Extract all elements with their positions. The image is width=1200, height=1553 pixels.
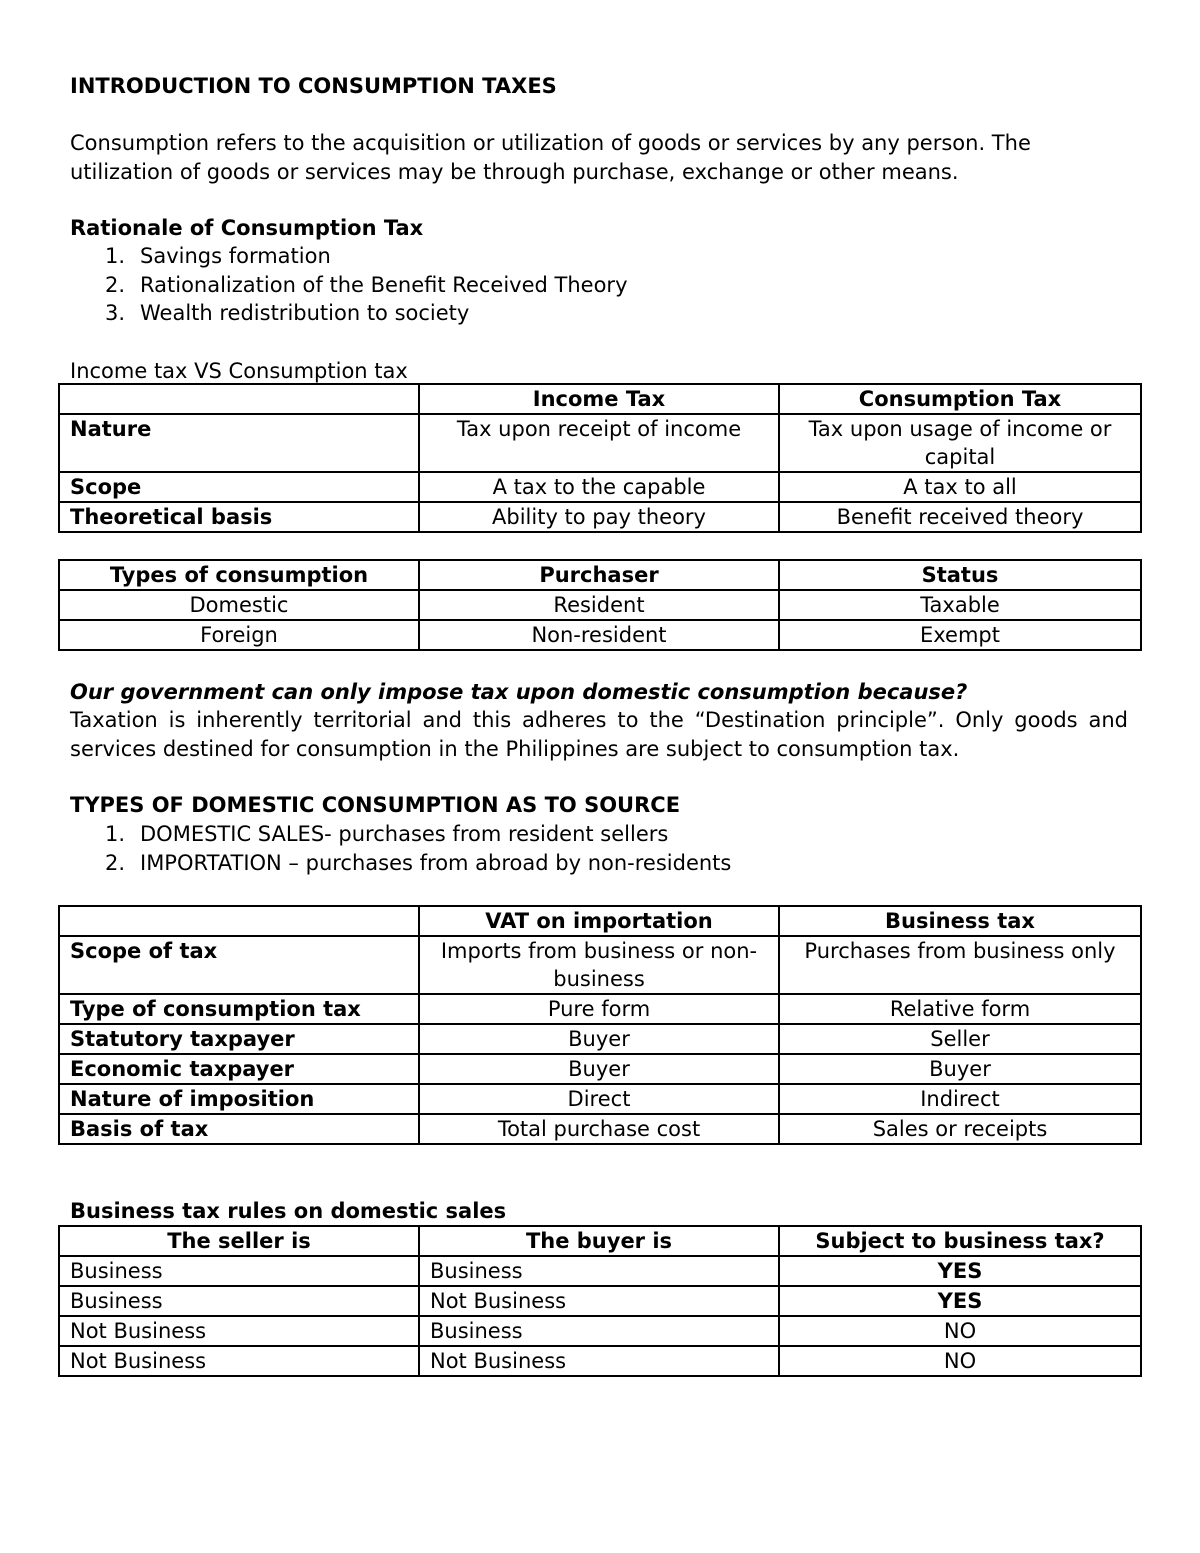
row-label: Economic taxpayer — [59, 1054, 419, 1084]
list-text: IMPORTATION – purchases from abroad by non-residents — [140, 850, 732, 875]
question-answer: Taxation is inherently territorial and this adheres to the “Destination principle”. Only goods and services destined for consumption in the Philippines are subject to consumption tax. — [70, 708, 1128, 761]
table-cell: A tax to the capable — [419, 472, 779, 502]
row-label: Basis of tax — [59, 1114, 419, 1144]
table-header-cell — [59, 384, 419, 414]
list-number: 2. — [105, 272, 126, 297]
rules-heading: Business tax rules on domestic sales — [70, 1199, 507, 1223]
domestic-types-heading: TYPES OF DOMESTIC CONSUMPTION AS TO SOURCE — [70, 793, 681, 817]
table-cell: Benefit received theory — [779, 502, 1141, 532]
vat-table — [58, 905, 1142, 1145]
row-label: Scope of tax — [59, 936, 419, 994]
row-label: Nature — [59, 414, 419, 472]
list-item — [105, 849, 732, 878]
types-table — [58, 559, 1142, 651]
table-row — [59, 1114, 1141, 1144]
table-row — [59, 1084, 1141, 1114]
list-number: 1. — [105, 244, 126, 268]
table-header-cell: Purchaser — [419, 560, 779, 590]
table-cell: Business — [419, 1256, 779, 1286]
table-header-cell — [59, 906, 419, 936]
table-header-cell: Types of consumption — [59, 560, 419, 590]
domestic-types-list — [70, 820, 731, 877]
table-cell: Domestic — [59, 590, 419, 620]
table-header-cell: Consumption Tax — [779, 384, 1141, 414]
table-cell: Total purchase cost — [419, 1114, 779, 1144]
rationale-list — [70, 242, 628, 328]
table-row — [59, 994, 1141, 1024]
table-row — [59, 1024, 1141, 1054]
comparison-table — [58, 383, 1142, 533]
table-cell: Sales or receipts — [779, 1114, 1141, 1144]
list-item — [105, 271, 628, 300]
rules-table — [58, 1225, 1142, 1377]
rationale-heading: Rationale of Consumption Tax — [70, 216, 424, 240]
table-cell: Pure form — [419, 994, 779, 1024]
table-cell: Business — [59, 1256, 419, 1286]
table-row — [59, 472, 1141, 502]
list-item — [105, 242, 628, 271]
table-cell: Business — [59, 1286, 419, 1316]
table-row — [59, 1054, 1141, 1084]
table-cell: Exempt — [779, 620, 1141, 650]
table-cell: Tax upon usage of income or capital — [779, 414, 1141, 472]
document-title: INTRODUCTION TO CONSUMPTION TAXES — [70, 74, 557, 98]
list-text: Savings formation — [140, 244, 331, 268]
table-cell: Not Business — [59, 1316, 419, 1346]
table-cell: Seller — [779, 1024, 1141, 1054]
table-cell: Not Business — [419, 1346, 779, 1376]
table-cell: Not Business — [419, 1286, 779, 1316]
table-cell: Purchases from business only — [779, 936, 1141, 994]
table-cell: Taxable — [779, 590, 1141, 620]
table-row — [59, 620, 1141, 650]
table-row — [59, 590, 1141, 620]
table-row — [59, 502, 1141, 532]
row-label: Type of consumption tax — [59, 994, 419, 1024]
row-label: Nature of imposition — [59, 1084, 419, 1114]
table-cell: Imports from business or non-business — [419, 936, 779, 994]
table-header-row — [59, 560, 1141, 590]
table-header-cell: Business tax — [779, 906, 1141, 936]
table-cell: Buyer — [419, 1054, 779, 1084]
table-cell: NO — [779, 1316, 1141, 1346]
table-row — [59, 1256, 1141, 1286]
row-label: Theoretical basis — [59, 502, 419, 532]
table-cell: NO — [779, 1346, 1141, 1376]
comparison-caption: Income tax VS Consumption tax — [70, 359, 408, 383]
table-header-cell: The buyer is — [419, 1226, 779, 1256]
table-cell: YES — [779, 1256, 1141, 1286]
table-header-row — [59, 906, 1141, 936]
table-cell: Tax upon receipt of income — [419, 414, 779, 472]
table-header-cell: VAT on importation — [419, 906, 779, 936]
table-cell: Not Business — [59, 1346, 419, 1376]
table-cell: Indirect — [779, 1084, 1141, 1114]
table-header-cell: Income Tax — [419, 384, 779, 414]
table-row — [59, 1286, 1141, 1316]
table-cell: Resident — [419, 590, 779, 620]
row-label: Statutory taxpayer — [59, 1024, 419, 1054]
question-heading: Our government can only impose tax upon domestic consumption because? — [70, 680, 968, 704]
table-cell: Ability to pay theory — [419, 502, 779, 532]
table-cell: Relative form — [779, 994, 1141, 1024]
table-row — [59, 414, 1141, 472]
table-row — [59, 1346, 1141, 1376]
table-cell: Buyer — [419, 1024, 779, 1054]
table-cell: Business — [419, 1316, 779, 1346]
table-cell: Non-resident — [419, 620, 779, 650]
table-header-row — [59, 384, 1141, 414]
list-number: 1. — [105, 822, 126, 846]
table-header-row — [59, 1226, 1141, 1256]
row-label: Scope — [59, 472, 419, 502]
list-text: Wealth redistribution to society — [140, 301, 470, 325]
table-header-cell: Subject to business tax? — [779, 1226, 1141, 1256]
intro-paragraph: Consumption refers to the acquisition or utilization of goods or services by any person. The utilization of goods or services may be through purchase, exchange or other means. — [70, 131, 1031, 184]
list-text: DOMESTIC SALES- purchases from resident sellers — [140, 822, 669, 846]
table-row — [59, 936, 1141, 994]
table-cell: YES — [779, 1286, 1141, 1316]
list-number: 3. — [105, 301, 126, 325]
table-cell: Buyer — [779, 1054, 1141, 1084]
table-cell: A tax to all — [779, 472, 1141, 502]
table-cell: Direct — [419, 1084, 779, 1114]
table-header-cell: The seller is — [59, 1226, 419, 1256]
table-header-cell: Status — [779, 560, 1141, 590]
table-row — [59, 1316, 1141, 1346]
list-text: Rationalization of the Benefit Received Theory — [140, 272, 628, 297]
list-item — [105, 820, 731, 849]
table-cell: Foreign — [59, 620, 419, 650]
list-item — [105, 299, 628, 328]
list-number: 2. — [105, 850, 126, 875]
